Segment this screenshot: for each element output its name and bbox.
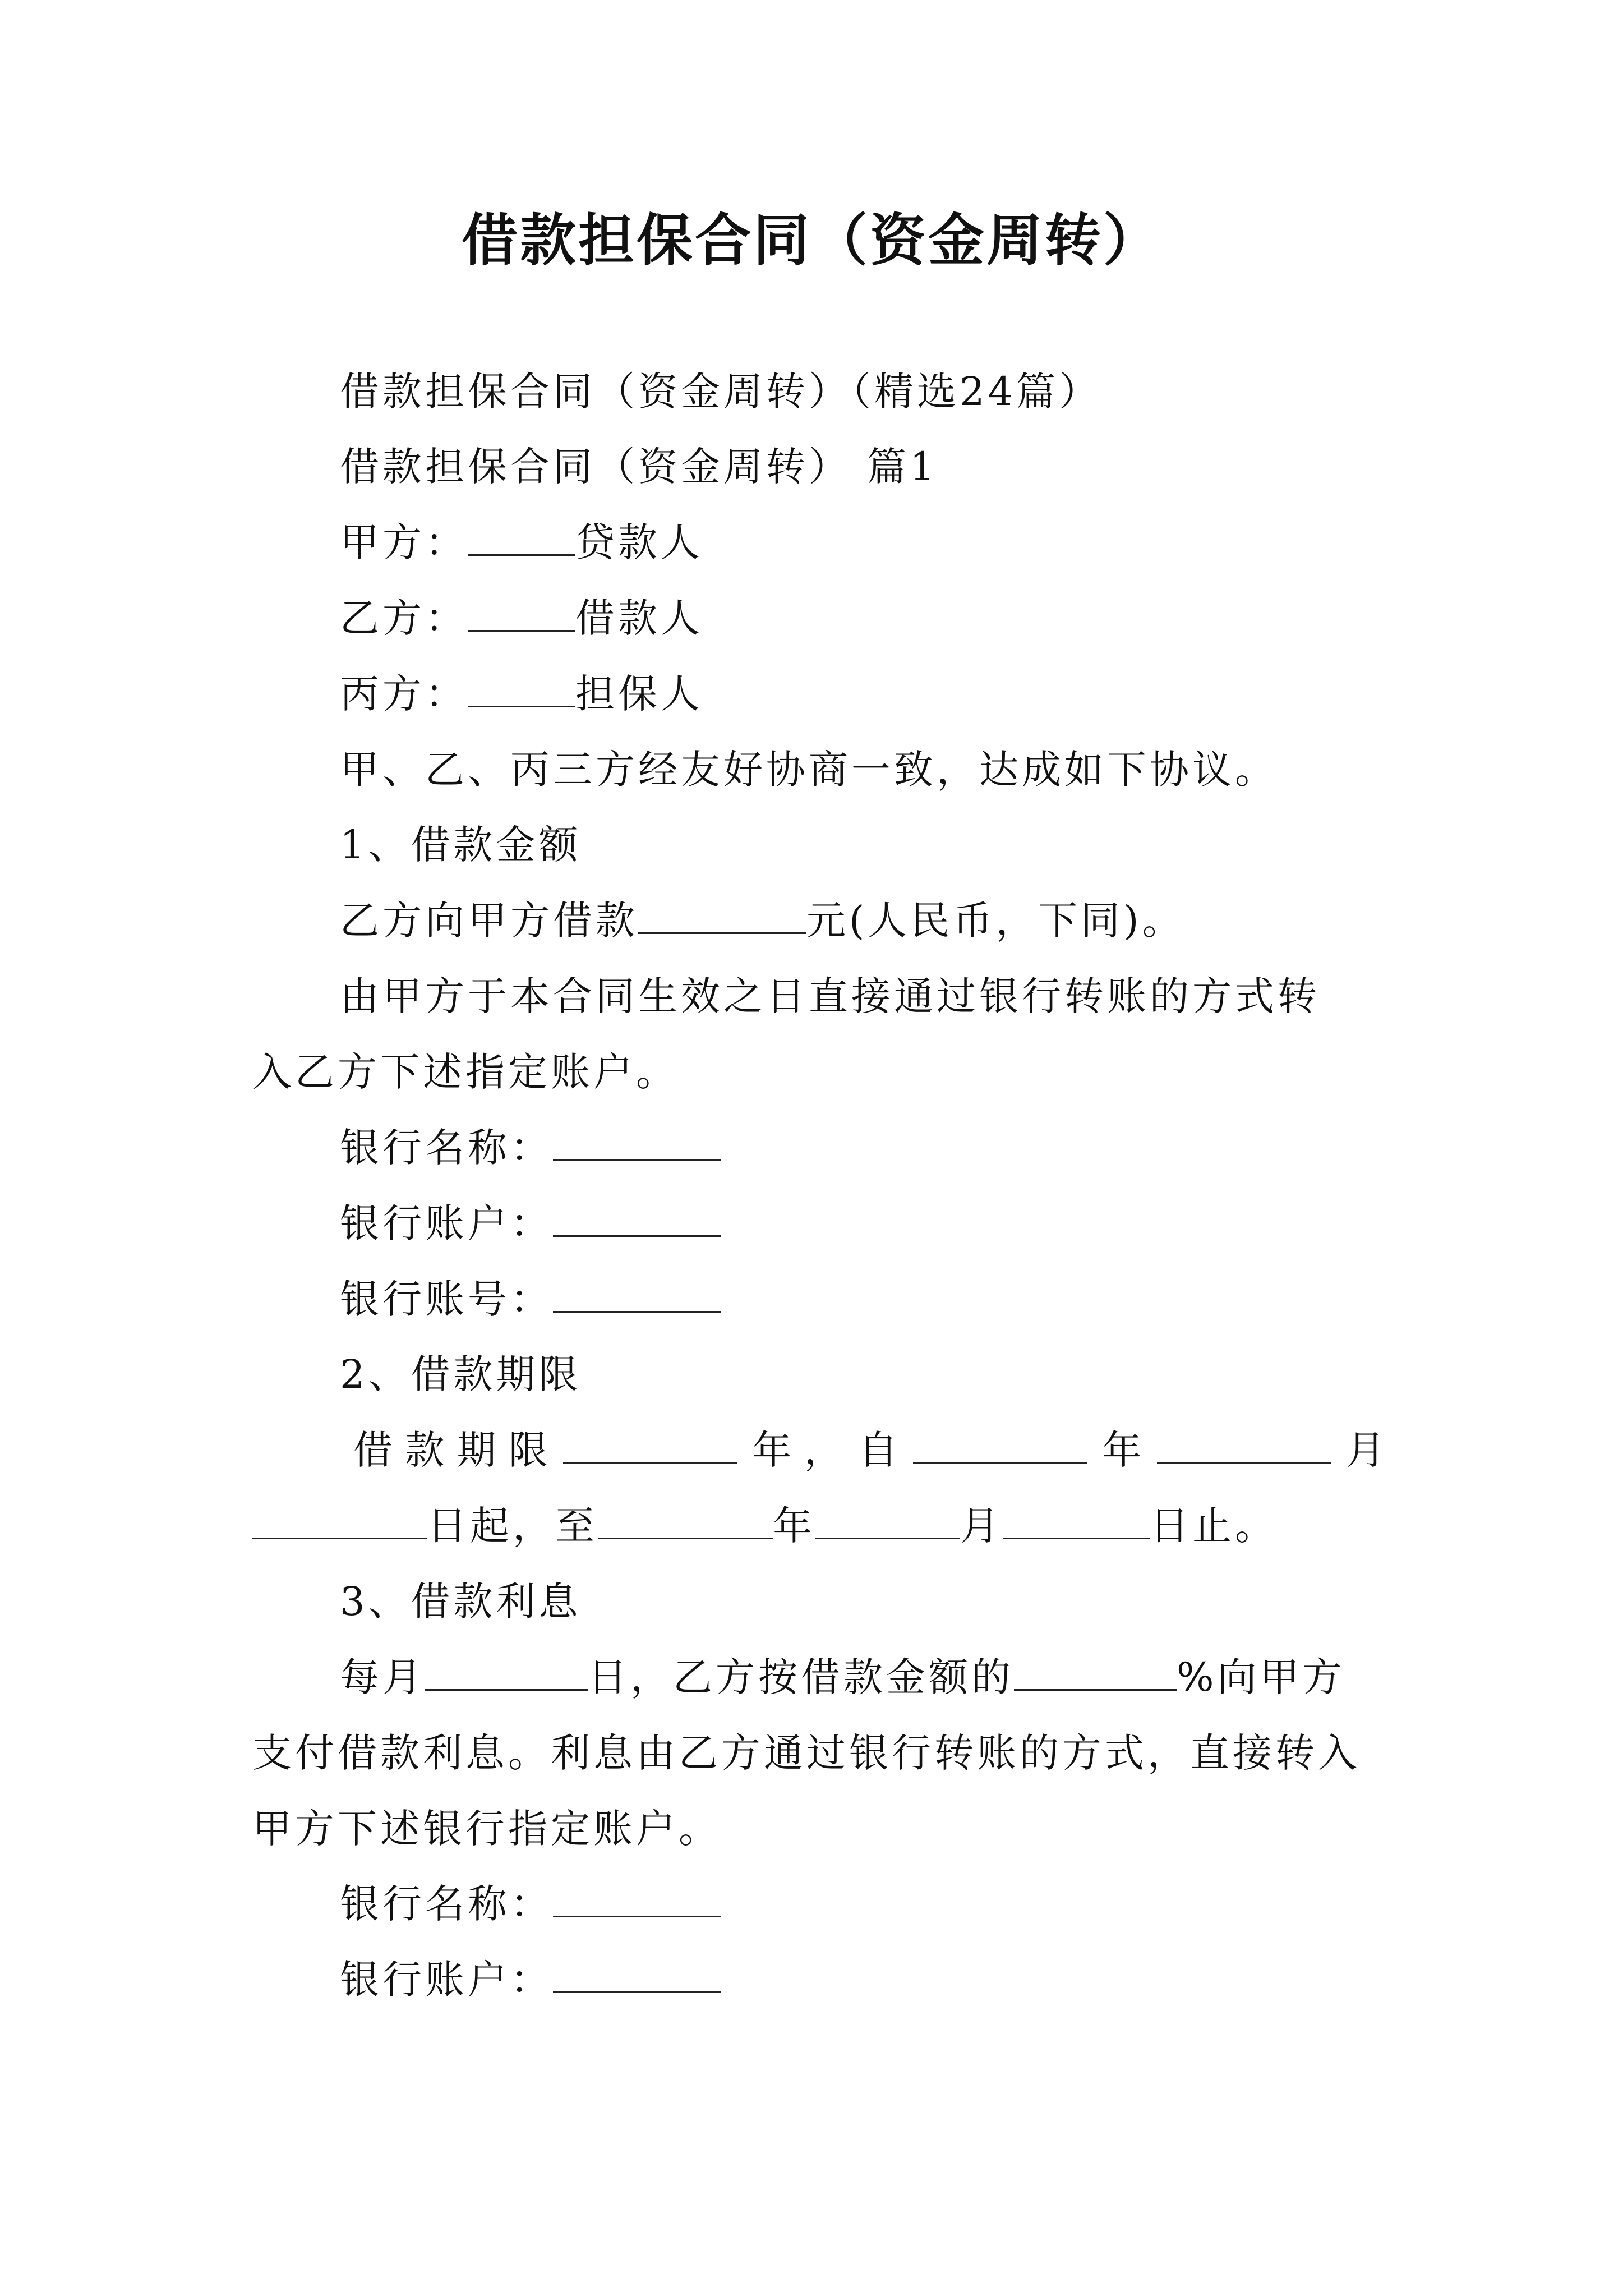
party-jia bbox=[340, 514, 1385, 570]
clause2-from-suffix: 日起，至 bbox=[427, 1503, 598, 1549]
clause2-to-year-blank bbox=[598, 1503, 773, 1539]
clause1-amount-prefix: 乙方向甲方借款 bbox=[340, 898, 638, 944]
clause2-from-month-unit: 月 bbox=[1346, 1427, 1385, 1473]
clause2-term-years-unit: 年 ， bbox=[752, 1427, 843, 1473]
party-yi bbox=[340, 590, 1385, 646]
clause3-interest-line1 bbox=[340, 1649, 1385, 1705]
clause1-bank-name-label: 银行名称： bbox=[340, 1125, 553, 1171]
subtitle: 借款担保合同（资金周转）（精选24篇） bbox=[340, 369, 1102, 415]
clause2-from-month-blank bbox=[1157, 1427, 1331, 1464]
clause1-bank-account bbox=[340, 1195, 1385, 1251]
clause3-interest-day-blank bbox=[425, 1654, 588, 1691]
clause3-interest-mid: 日，乙方按借款金额的 bbox=[588, 1654, 1014, 1700]
clause2-term-line1 bbox=[353, 1422, 1385, 1478]
clause1-bank-account-blank bbox=[553, 1200, 721, 1237]
clause1-amount bbox=[340, 892, 1385, 949]
clause1-transfer-line1: 由甲方于本合同生效之日直接通过银行转账的方式转 bbox=[340, 973, 1320, 1019]
clause2-end-suffix: 日止。 bbox=[1150, 1503, 1278, 1549]
clause2-term-line2 bbox=[252, 1498, 1385, 1554]
clause3-bank-name-blank bbox=[553, 1881, 721, 1917]
clause1-amount-blank bbox=[638, 898, 806, 934]
party-yi-blank bbox=[468, 595, 575, 632]
clause3-interest-line3: 甲方下述银行指定账户。 bbox=[252, 1806, 721, 1852]
clause2-from-day-blank bbox=[252, 1503, 427, 1539]
party-jia-role: 贷款人 bbox=[575, 519, 703, 565]
document-title: 借款担保合同（资金周转） bbox=[462, 207, 1161, 273]
clause1-transfer-line2: 入乙方下述指定账户。 bbox=[252, 1049, 679, 1095]
clause1-bank-number-label: 银行账号： bbox=[340, 1276, 553, 1322]
clause3-bank-account bbox=[340, 1952, 1385, 2008]
clause3-bank-name bbox=[340, 1876, 1385, 1932]
clause3-bank-account-label: 银行账户： bbox=[340, 1957, 553, 2003]
clause3-interest-rate-blank bbox=[1014, 1654, 1177, 1691]
clause2-to-month-unit: 月 bbox=[960, 1503, 1003, 1549]
party-yi-role: 借款人 bbox=[575, 595, 703, 641]
clause1-bank-account-label: 银行账户： bbox=[340, 1200, 553, 1246]
clause2-to-year-unit: 年 bbox=[773, 1503, 815, 1549]
party-bing-label: 丙方： bbox=[340, 671, 468, 717]
clause2-to-month-blank bbox=[815, 1503, 960, 1539]
clause3-bank-account-blank bbox=[553, 1957, 721, 1993]
party-jia-label: 甲方： bbox=[340, 519, 468, 565]
clause1-bank-name-blank bbox=[553, 1125, 721, 1161]
clause2-to-day-blank bbox=[1003, 1503, 1150, 1539]
clause2-from-year-unit: 年 bbox=[1102, 1427, 1142, 1473]
clause3-interest-suffix: %向甲方 bbox=[1177, 1654, 1345, 1700]
clause2-from-label: 自 bbox=[858, 1427, 898, 1473]
clause2-term-label: 借 款 期 限 bbox=[353, 1427, 548, 1473]
party-yi-label: 乙方： bbox=[340, 595, 468, 641]
party-bing-role: 担保人 bbox=[575, 671, 703, 717]
clause3-heading: 3、借款利息 bbox=[340, 1579, 582, 1625]
clause1-bank-name bbox=[340, 1120, 1385, 1176]
agreement-intro: 甲、乙、丙三方经友好协商一致，达成如下协议。 bbox=[340, 747, 1278, 793]
clause1-heading: 1、借款金额 bbox=[340, 822, 582, 868]
clause2-from-year-blank bbox=[913, 1427, 1087, 1464]
clause1-amount-suffix: 元(人民币，下同)。 bbox=[806, 898, 1185, 944]
clause1-bank-number bbox=[340, 1271, 1385, 1327]
party-bing-blank bbox=[468, 671, 575, 707]
clause3-bank-name-label: 银行名称： bbox=[340, 1881, 553, 1927]
clause1-bank-number-blank bbox=[553, 1276, 721, 1313]
clause2-heading: 2、借款期限 bbox=[340, 1351, 582, 1397]
section-heading: 借款担保合同（资金周转） 篇1 bbox=[340, 444, 938, 490]
clause2-term-years-blank bbox=[563, 1427, 737, 1464]
party-jia-blank bbox=[468, 519, 575, 556]
clause3-interest-line2: 支付借款利息。利息由乙方通过银行转账的方式，直接转入 bbox=[252, 1730, 1361, 1776]
clause3-interest-prefix: 每月 bbox=[340, 1654, 425, 1700]
party-bing bbox=[340, 666, 1385, 722]
